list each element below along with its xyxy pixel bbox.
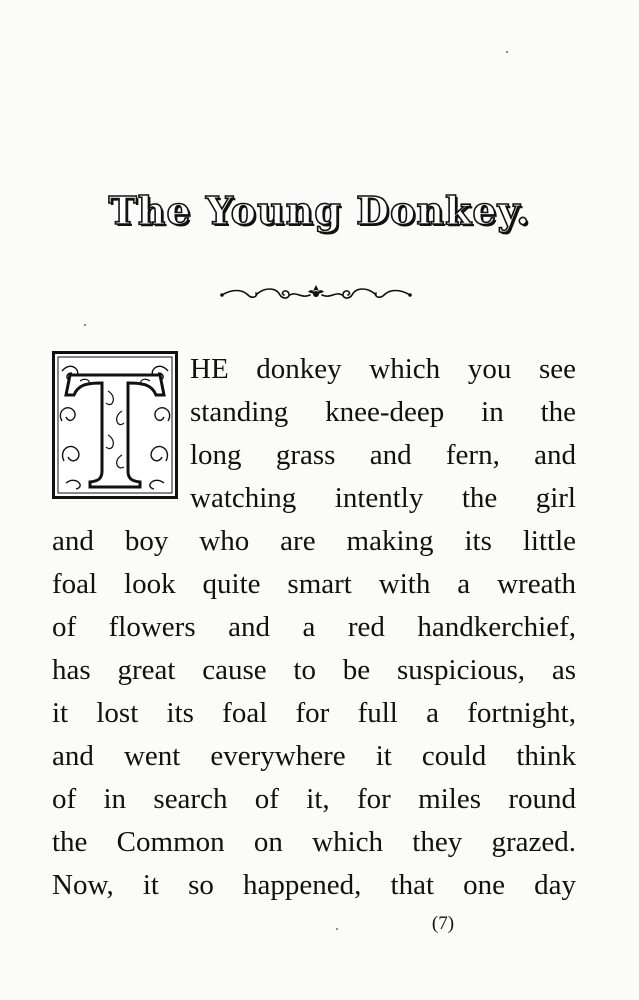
text-line: long grass and fern, and	[190, 439, 576, 471]
paper-speck	[84, 324, 86, 326]
paper-speck	[336, 928, 338, 930]
text-line: and boy who are making its little	[52, 525, 576, 557]
text-line: the Common on which they grazed.	[52, 826, 576, 858]
text-line: and went everywhere it could think	[52, 740, 576, 772]
decorated-initial-t-icon	[52, 351, 178, 499]
chapter-title: The Young Donkey.	[108, 188, 531, 233]
page-number: (7)	[431, 913, 455, 934]
scroll-ornament-icon	[218, 283, 414, 305]
text-line: Now, it so happened, that one day	[52, 869, 576, 901]
text-line: foal look quite smart with a wreath	[52, 568, 576, 600]
text-line: of in search of it, for miles round	[52, 783, 576, 815]
text-line: of flowers and a red handkerchief,	[52, 611, 576, 643]
paper-speck	[506, 51, 508, 53]
text-line: standing knee-deep in the	[190, 396, 576, 428]
text-line: HE donkey which you see	[190, 353, 576, 385]
text-line: watching intently the girl	[190, 482, 576, 514]
text-line: it lost its foal for full a fortnight,	[52, 697, 576, 729]
text-line: has great cause to be suspicious, as	[52, 654, 576, 686]
